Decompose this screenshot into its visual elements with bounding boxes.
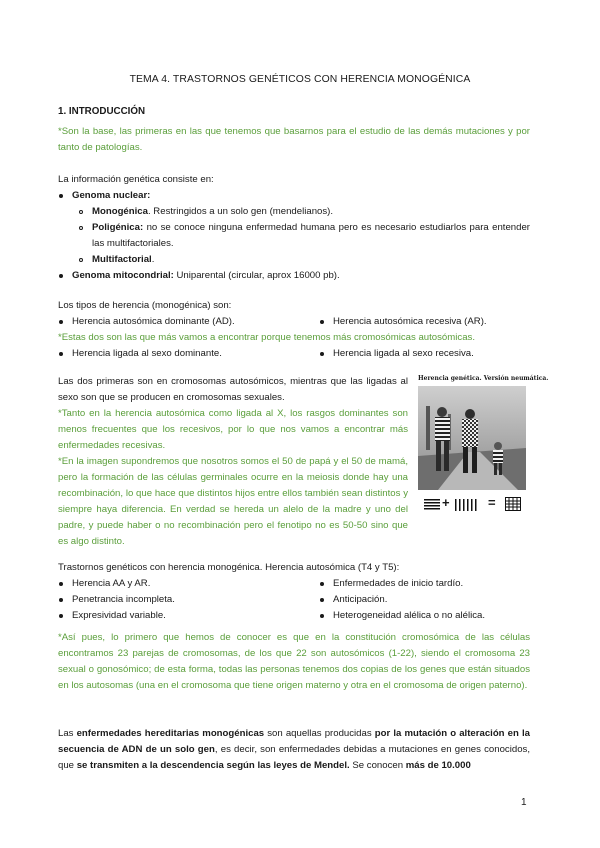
bullet	[59, 582, 63, 586]
dominant-note: *Tanto en la herencia autosómica como ligada al X, los rasgos dominantes son menos frecuentes que los recesivos, por lo que nos vamos a encontrar más enfermedades recesivas.	[58, 408, 408, 451]
page-number: 1	[521, 797, 527, 808]
genetic-info-lead: La información genética consiste en:	[58, 174, 214, 185]
sub-item-multifactorial: Multifactorial.	[92, 254, 155, 265]
sub-bullet	[79, 210, 83, 214]
sub-bullet	[79, 226, 83, 230]
mito-genome-item: Genoma mitocondrial: Uniparental (circular, aprox 16000 pb).	[72, 270, 340, 281]
inheritance-lead: Los tipos de herencia (monogénica) son:	[58, 300, 232, 311]
bullet	[320, 352, 324, 356]
final-paragraph: Las enfermedades hereditarias monogénicas son aquellas producidas por la mutación o alteración en la secuencia de ADN de un solo gen, es decir, son enfermedades debidas a mutaciones en genes conocidos, que se transmiten a la descendencia según las leyes de Mendel. Se conocen más de 10.000	[58, 728, 530, 771]
bullet	[320, 614, 324, 618]
trait-item: Penetrancia incompleta.	[72, 594, 175, 605]
inheritance-item: Herencia autosómica dominante (AD).	[72, 316, 235, 327]
equals-sign: =	[488, 495, 496, 510]
inheritance-item: Herencia ligada al sexo recesiva.	[333, 348, 474, 359]
bullet	[59, 320, 63, 324]
image-note: *En la imagen supondremos que nosotros somos el 50 de papá y el 50 de mamá, pero la formación de las células germinales ocurre en la meiosis donde hay una recombinación, lo que hace que distintos hijos entre ellos también sean distintos y siempre haya diferencia. En verdad se hereda un alelo de la madre y uno del padre, y puede haber o no recombinación pero el fenotipo no es 50-50 sino que es algo distinto.	[58, 456, 408, 547]
nuclear-genome-label: Genoma nuclear:	[72, 190, 151, 201]
bullet	[320, 598, 324, 602]
trait-item: Heterogeneidad alélica o no alélica.	[333, 610, 486, 621]
vertical-stripes-icon	[455, 498, 479, 510]
sub-item-monogenic: Monogénica. Restringidos a un solo gen (mendelianos).	[92, 206, 334, 217]
bullet	[320, 320, 324, 324]
bullet	[59, 194, 63, 198]
figure-caption: Herencia genética. Versión neumática.	[418, 375, 549, 382]
page-title: TEMA 4. TRASTORNOS GENÉTICOS CON HERENCIA MONOGÉNICA	[129, 74, 471, 85]
bullet	[320, 582, 324, 586]
bullet	[59, 614, 63, 618]
trait-item: Herencia AA y AR.	[72, 578, 151, 589]
intro-note: *Son la base, las primeras en las que tenemos que basarnos para el estudio de las demás mutaciones y por tanto de patologías.	[58, 126, 530, 153]
grid-icon	[505, 497, 521, 511]
inheritance-note: *Estas dos son las que más vamos a encontrar porque tenemos más cromosómicas autosómicas.	[58, 332, 475, 343]
plus-sign: +	[442, 495, 450, 510]
autosomes-paragraph: Las dos primeras son en cromosomas autosómicos, mientras que las ligadas al sexo son que se producen en cromosomas sexuales.	[58, 376, 408, 403]
bullet	[59, 352, 63, 356]
horizontal-stripes-icon	[424, 498, 440, 510]
traits-lead: Trastornos genéticos con herencia monogénica. Herencia autosómica (T4 y T5):	[58, 562, 400, 573]
family-photo	[418, 386, 526, 490]
sub-bullet	[79, 258, 83, 262]
trait-item: Enfermedades de inicio tardío.	[333, 578, 464, 589]
bullet	[59, 598, 63, 602]
inheritance-figure	[418, 374, 549, 516]
section-heading: 1. INTRODUCCIÓN	[58, 106, 146, 117]
chromosomes-note: *Así pues, lo primero que hemos de conocer es que en la constitución cromosómica de las células encontramos 23 parejas de cromosomas, de los que 22 son autosómicos (1-22), siendo el cromosoma 23 sexual o gonosómico; de esta forma, todas las personas tenemos dos copias de los genes que están situados en los autosomas (una en el cromosoma que tiene origen materno y otra en el cromosoma de origen paterno).	[58, 632, 530, 691]
bullet	[59, 274, 63, 278]
inheritance-item: Herencia autosómica recesiva (AR).	[333, 316, 487, 327]
trait-item: Anticipación.	[333, 594, 388, 605]
inheritance-item: Herencia ligada al sexo dominante.	[72, 348, 222, 359]
sub-item-polygenic: Poligénica: no se conoce ninguna enfermedad humana pero es necesario estudiarlos para entender las multifactoriales.	[92, 222, 530, 249]
trait-item: Expresividad variable.	[72, 610, 166, 621]
